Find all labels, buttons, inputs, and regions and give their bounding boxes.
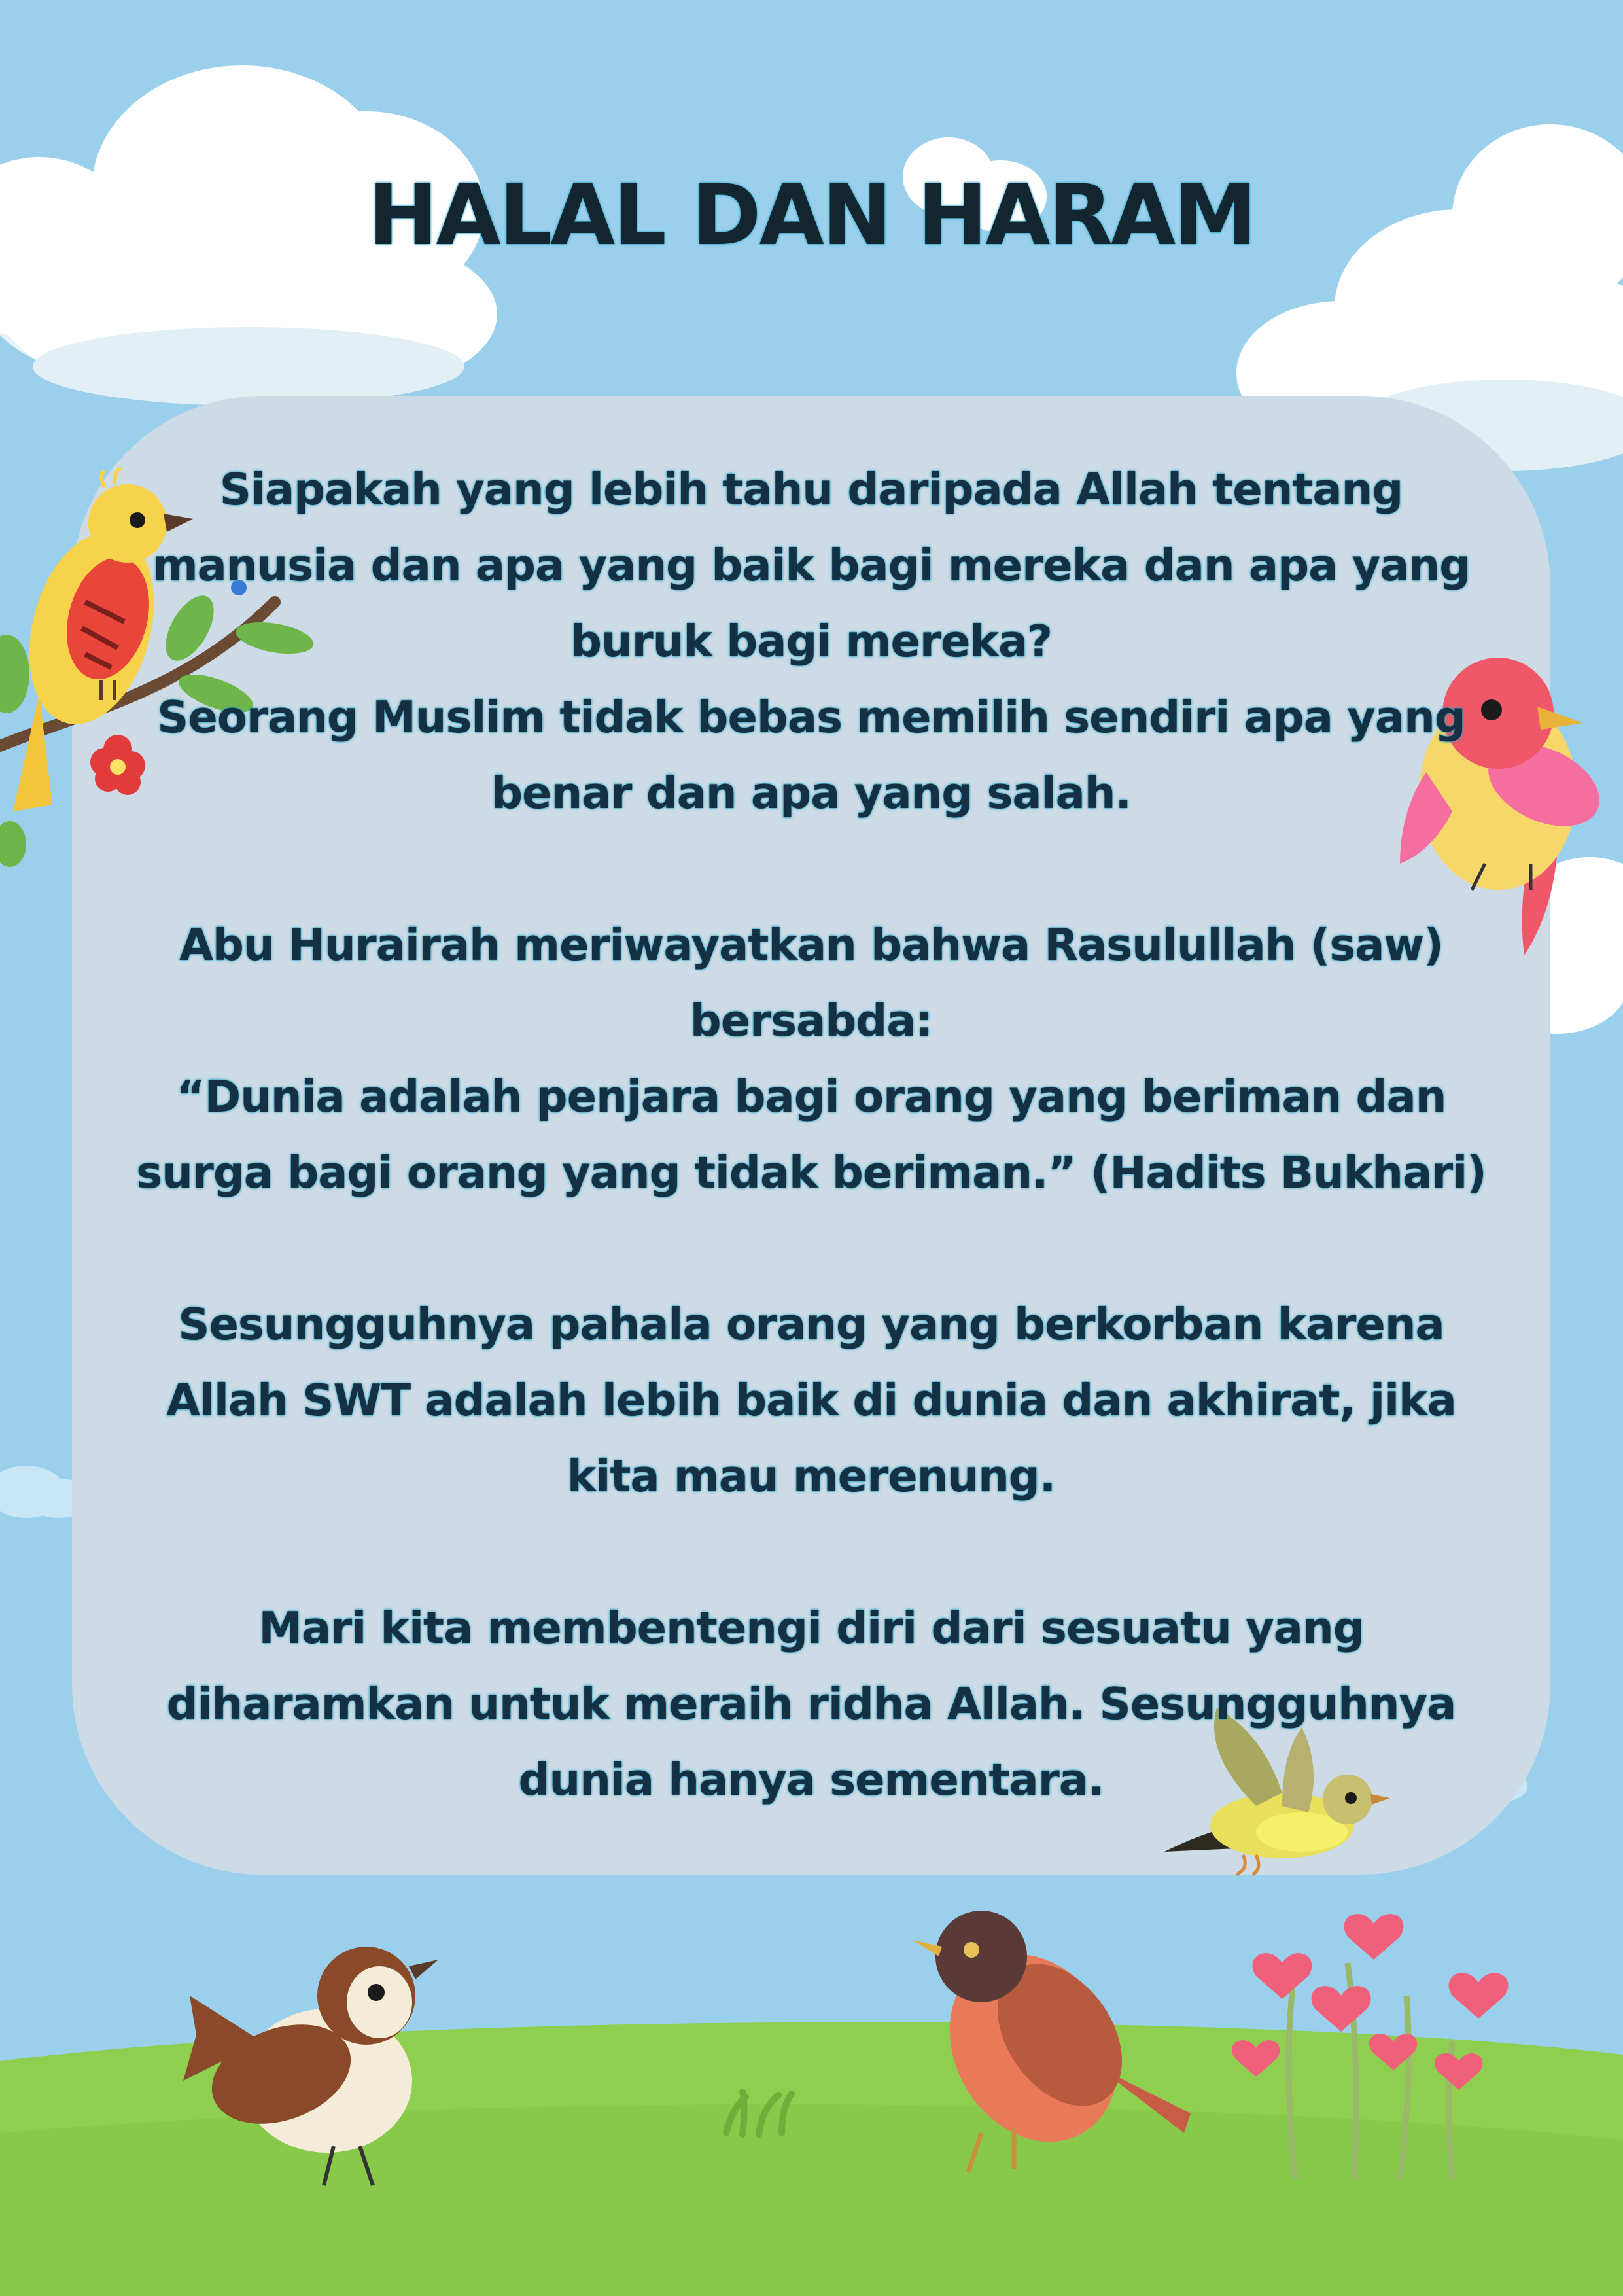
text-line: Mari kita membentengi diri dari sesuatu yang: [258, 1602, 1364, 1653]
text-line: kita mau merenung.: [567, 1451, 1056, 1502]
text-line: Allah SWT adalah lebih baik di dunia dan akhirat, jika: [166, 1375, 1456, 1426]
paragraph: [131, 907, 1492, 1210]
text-line: Sesungguhnya pahala orang yang berkorban karena: [178, 1299, 1444, 1350]
text-line: Seorang Muslim tidak bebas memilih sendiri apa yang: [157, 692, 1465, 743]
text-line: Abu Hurairah meriwayatkan bahwa Rasulullah (saw): [179, 919, 1443, 970]
page-title: HALAL DAN HARAM: [368, 167, 1255, 264]
text-line: benar dan apa yang salah.: [491, 768, 1131, 819]
text-line: dunia hanya sementara.: [518, 1754, 1104, 1805]
pink-flowers: [1232, 1914, 1509, 2179]
body-text: [131, 451, 1492, 1818]
text-line: diharamkan untuk meraih ridha Allah. Sesungguhnya: [166, 1678, 1456, 1729]
text-line: “Dunia adalah penjara bagi orang yang beriman dan: [176, 1071, 1446, 1122]
text-line: Siapakah yang lebih tahu daripada Allah tentang: [219, 464, 1403, 515]
text-line: buruk bagi mereka?: [570, 616, 1053, 667]
text-line: bersabda:: [689, 995, 933, 1046]
paragraph: [131, 1590, 1492, 1818]
paragraph: [131, 451, 1492, 831]
text-line: surga bagi orang yang tidak beriman.” (Hadits Bukhari): [136, 1147, 1486, 1198]
text-line: manusia dan apa yang baik bagi mereka dan apa yang: [152, 540, 1471, 591]
paragraph: [131, 1286, 1492, 1514]
brown-sparrow: [183, 1947, 438, 2185]
orange-robin: [913, 1911, 1191, 2172]
